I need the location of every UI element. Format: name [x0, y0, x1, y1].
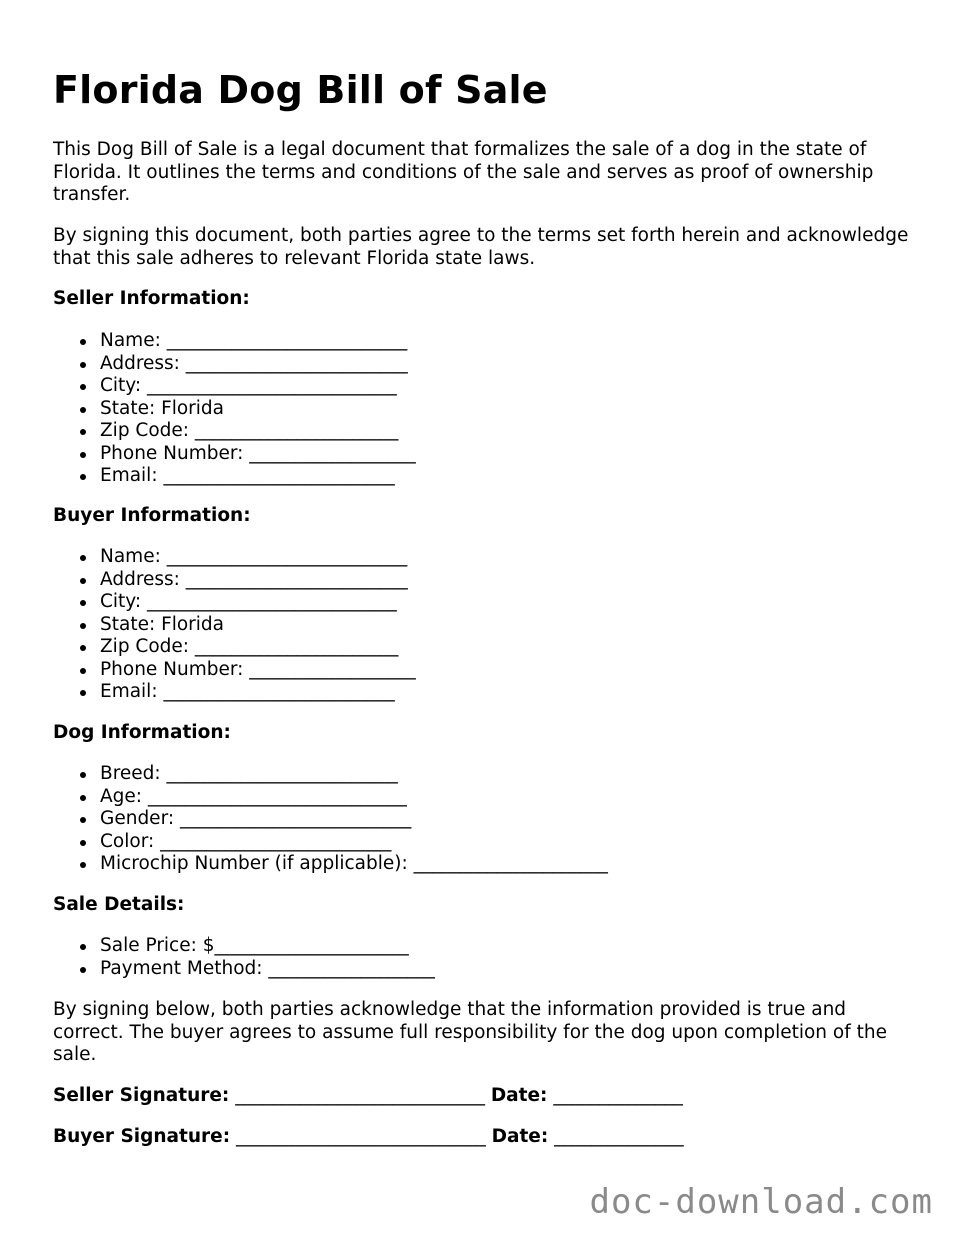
- sale-price-field: Sale Price: $_____________________: [100, 935, 435, 958]
- seller-phone-field: Phone Number: __________________: [100, 442, 416, 464]
- intro-paragraph-2: By signing this document, both parties agree to the terms set forth herein and acknowledge that this sale adheres to relevant Florida state laws.: [53, 225, 909, 269]
- seller-name-field: Name: __________________________: [100, 330, 416, 353]
- dog-color-field: Color: _________________________: [100, 831, 608, 854]
- buyer-date-label: Date:: [491, 1126, 549, 1147]
- buyer-name-field: Name: __________________________: [100, 546, 416, 569]
- buyer-signature-line: [53, 1126, 684, 1149]
- buyer-signature-label: Buyer Signature:: [53, 1126, 231, 1147]
- buyer-list: [53, 546, 416, 704]
- buyer-address-field: Address: ________________________: [100, 569, 416, 592]
- seller-signature-label: Seller Signature:: [53, 1085, 230, 1106]
- document-title: Florida Dog Bill of Sale: [53, 68, 548, 112]
- watermark: doc-download.com: [589, 1182, 933, 1222]
- sale-heading: Sale Details:: [53, 894, 185, 915]
- dog-gender-field: Gender: _________________________: [100, 808, 608, 831]
- seller-city-field: City: ___________________________: [100, 375, 416, 398]
- payment-method-field: Payment Method: __________________: [100, 957, 435, 979]
- seller-signature-blank: ___________________________: [229, 1085, 491, 1106]
- buyer-state-field: State: Florida: [100, 614, 416, 637]
- dog-list: [53, 763, 608, 876]
- buyer-city-field: City: ___________________________: [100, 591, 416, 614]
- buyer-heading: Buyer Information:: [53, 505, 251, 526]
- buyer-email-field: Email: _________________________: [100, 681, 416, 704]
- seller-heading: Seller Information:: [53, 288, 250, 309]
- seller-address-field: Address: ________________________: [100, 353, 416, 376]
- dog-microchip-field: Microchip Number (if applicable): _____________________: [100, 853, 608, 874]
- buyer-date-blank: ______________: [548, 1126, 684, 1147]
- closing-paragraph: By signing below, both parties acknowledge that the information provided is true and correct. The buyer agrees to assume full responsibility for the dog upon completion of the sale.: [53, 999, 887, 1065]
- buyer-zip-field: Zip Code: ______________________: [100, 636, 416, 659]
- seller-date-blank: ______________: [547, 1085, 683, 1106]
- buyer-signature-blank: ___________________________: [230, 1126, 492, 1147]
- dog-age-field: Age: ____________________________: [100, 786, 608, 809]
- seller-date-label: Date:: [490, 1085, 548, 1106]
- dog-breed-field: Breed: _________________________: [100, 763, 608, 786]
- seller-list: [53, 330, 416, 488]
- intro-paragraph-1: This Dog Bill of Sale is a legal document that formalizes the sale of a dog in the state of Florida. It outlines the terms and conditions of the sale and serves as proof of ownership transfer.: [53, 139, 874, 205]
- sale-list: [53, 935, 435, 980]
- seller-zip-field: Zip Code: ______________________: [100, 420, 416, 443]
- buyer-phone-field: Phone Number: __________________: [100, 658, 416, 680]
- seller-state-field: State: Florida: [100, 398, 416, 421]
- dog-heading: Dog Information:: [53, 722, 231, 743]
- seller-email-field: Email: _________________________: [100, 465, 416, 488]
- seller-signature-line: [53, 1085, 683, 1108]
